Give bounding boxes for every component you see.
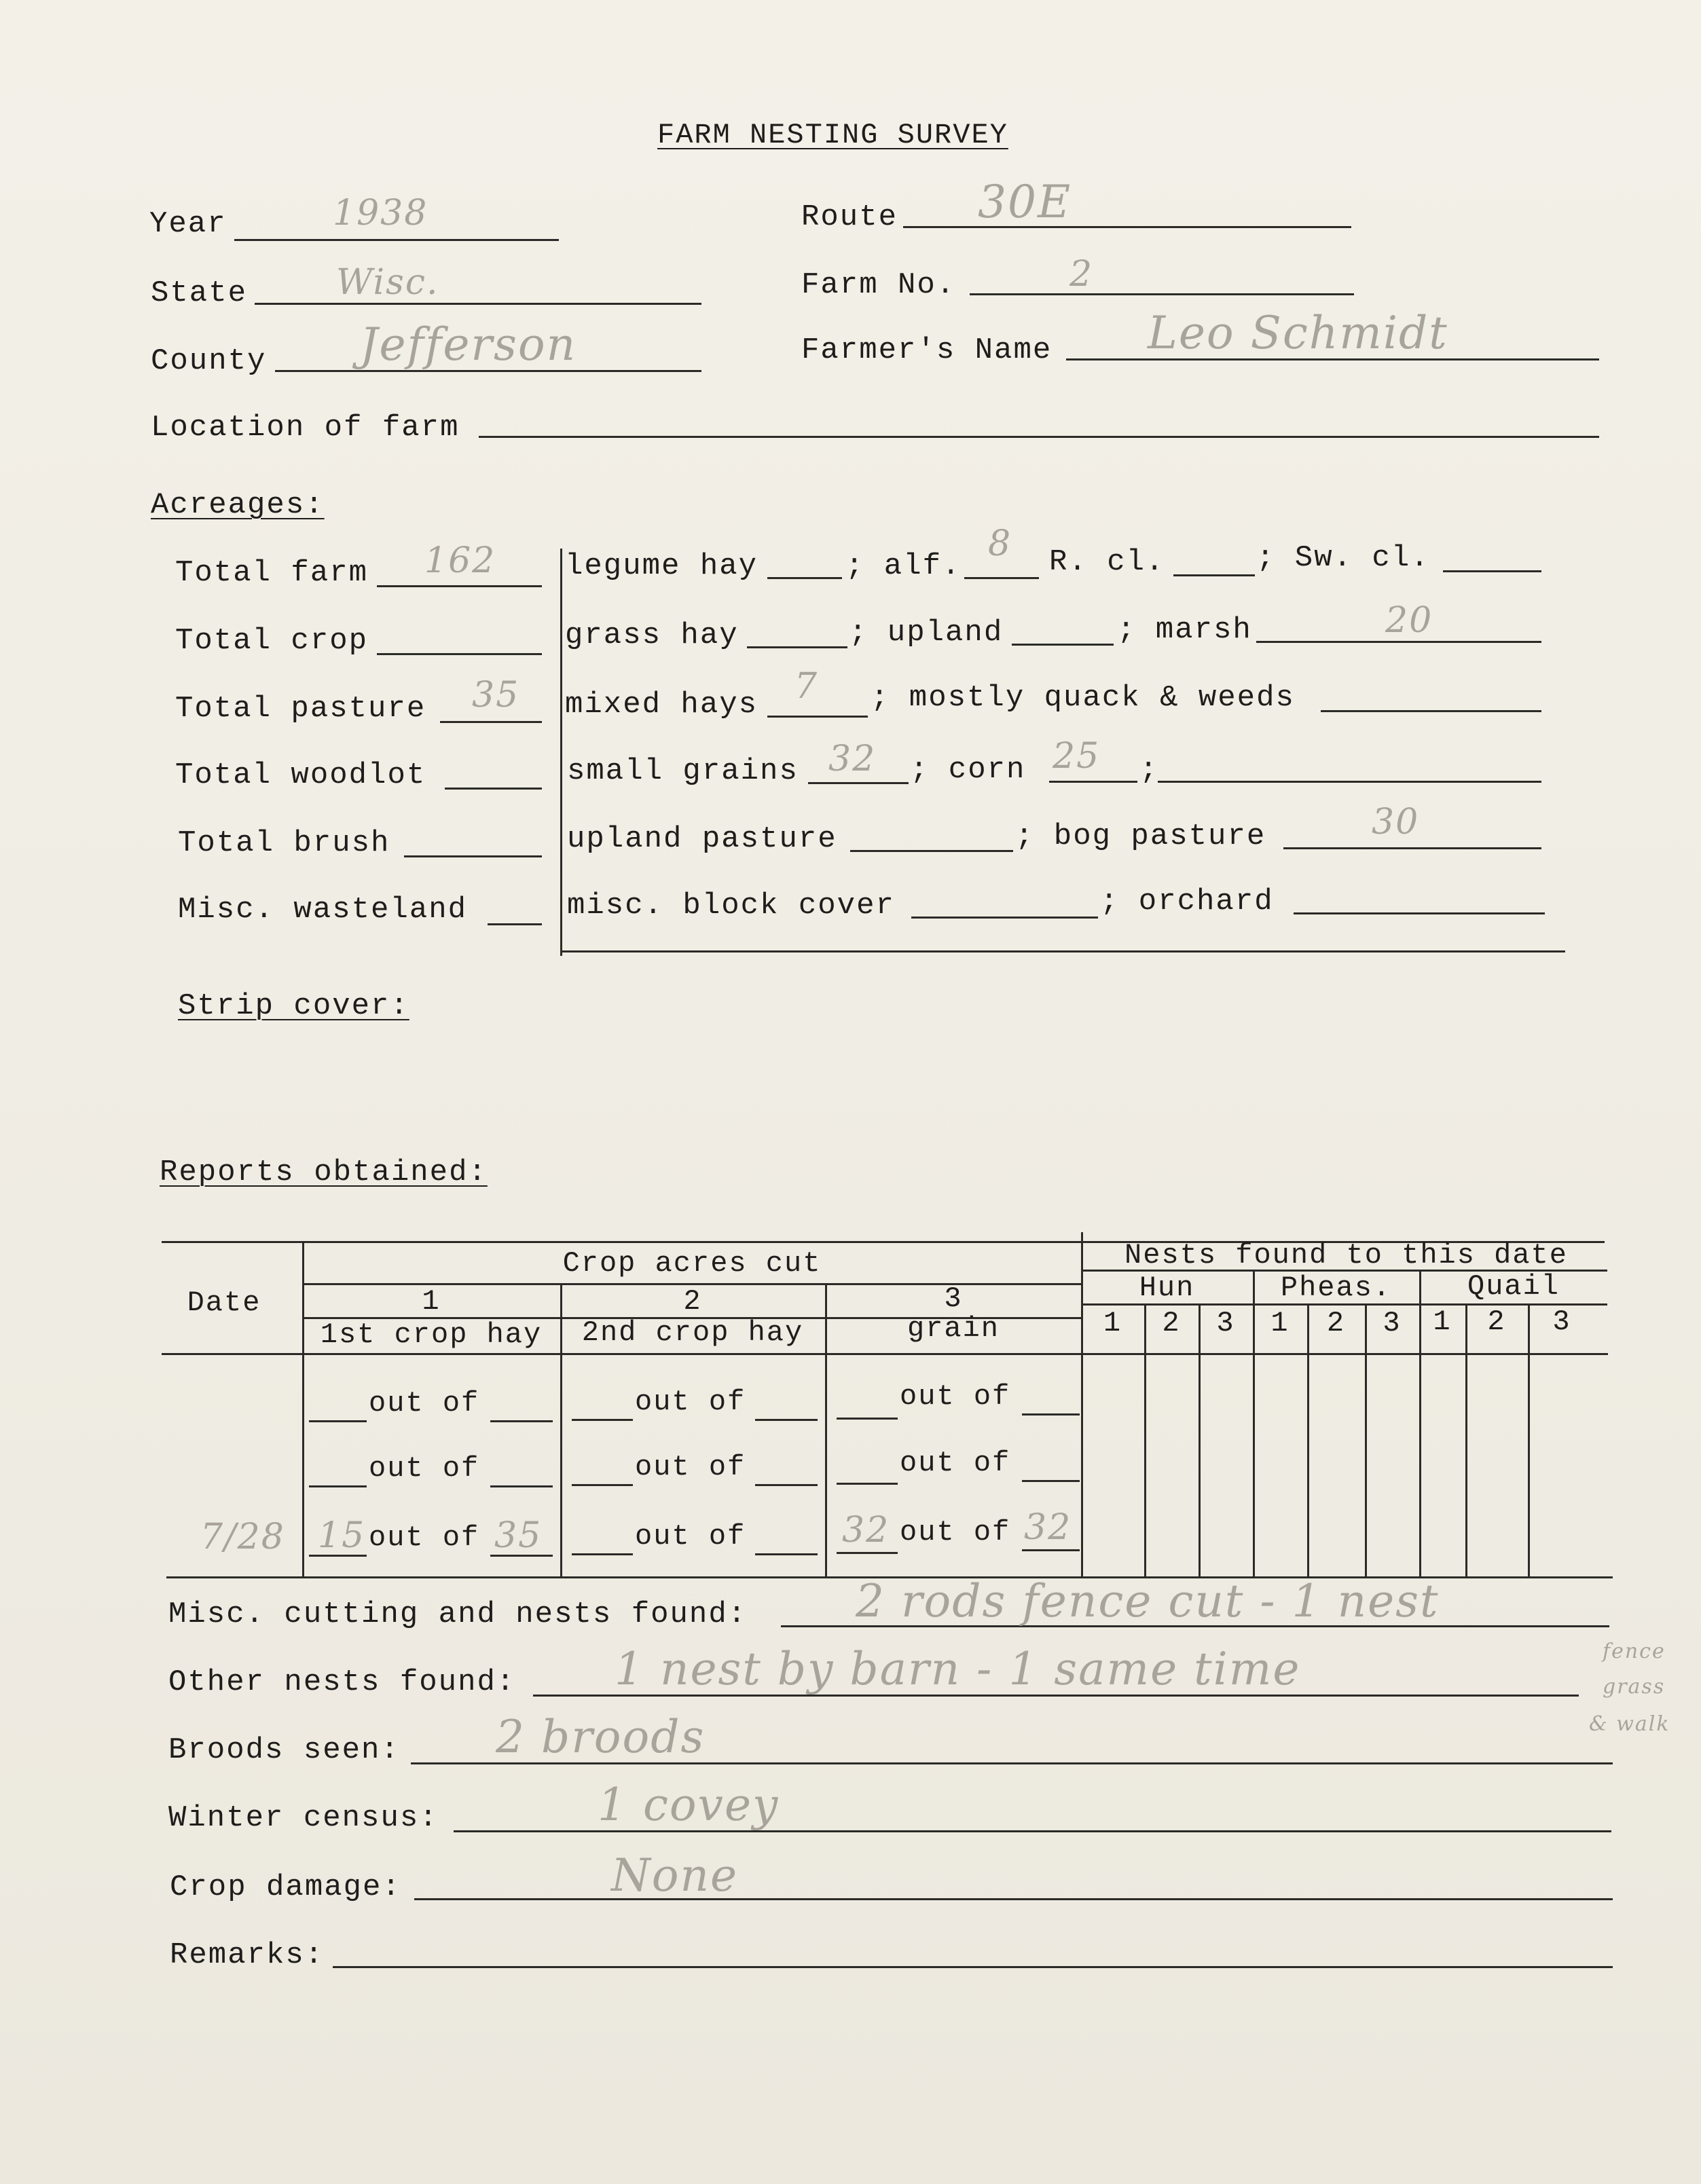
location-label: Location of farm <box>151 411 460 445</box>
quail-sub-3: 3 <box>1552 1306 1571 1338</box>
strip-cover-label: Strip cover: <box>178 989 409 1023</box>
pheas-header: Pheas. <box>1280 1272 1392 1304</box>
hun-sub-3: 3 <box>1216 1307 1235 1339</box>
upland-line <box>1012 644 1114 646</box>
r1-c3-blank-b <box>1022 1413 1080 1415</box>
total-brush-label: Total brush <box>178 826 390 860</box>
winter-census-label: Winter census: <box>168 1801 439 1835</box>
misc-cutting-value: 2 rods fence cut - 1 nest <box>856 1575 1440 1627</box>
r1-c1-outof: out of <box>369 1387 480 1420</box>
r1-c1-blank-a <box>309 1420 367 1422</box>
bog-pasture-value: 30 <box>1372 802 1420 843</box>
r1-c2-blank-a <box>572 1419 633 1421</box>
crop-col1-name: 1st crop hay <box>320 1318 543 1351</box>
total-farm-value: 162 <box>424 540 496 581</box>
route-value: 30E <box>978 176 1072 228</box>
total-woodlot-label: Total woodlot <box>175 758 426 792</box>
r3-c1-value-b: 35 <box>494 1515 543 1556</box>
quail-sub-1: 1 <box>1433 1306 1452 1338</box>
upland-pasture-line <box>850 850 1013 852</box>
other-nests-margin-3: & walk <box>1589 1712 1670 1736</box>
broods-label: Broods seen: <box>168 1733 400 1767</box>
total-pasture-value: 35 <box>472 675 520 716</box>
nests-sub-divider-1 <box>1144 1303 1146 1576</box>
orchard-line <box>1294 912 1545 914</box>
page-title: FARM NESTING SURVEY <box>657 119 1008 151</box>
r2-c3-outof: out of <box>900 1447 1011 1479</box>
alf-value: 8 <box>988 523 1012 564</box>
corn-semicolon: ; <box>1139 753 1159 787</box>
quail-sub-2: 2 <box>1487 1306 1506 1338</box>
r1-c2-outof: out of <box>635 1386 746 1418</box>
bog-pasture-line <box>1283 847 1541 849</box>
r3-c3-blank-a <box>837 1552 898 1554</box>
county-label: County <box>151 344 267 378</box>
r3-c3-blank-b <box>1022 1549 1080 1551</box>
sw-cl-label: ; Sw. cl. <box>1256 541 1430 575</box>
r2-c3-blank-a <box>837 1483 898 1485</box>
nests-sub-divider-4 <box>1307 1303 1309 1576</box>
reports-label: Reports obtained: <box>160 1155 488 1189</box>
total-pasture-label: Total pasture <box>175 692 426 726</box>
nests-sub-divider-7 <box>1465 1303 1467 1576</box>
farmer-value: Leo Schmidt <box>1148 307 1448 359</box>
state-label: State <box>151 276 248 310</box>
r3-c3-outof: out of <box>900 1516 1011 1549</box>
grass-hay-label: grass hay <box>565 618 739 652</box>
mixed-hays-label: mixed hays <box>565 688 758 722</box>
total-farm-label: Total farm <box>175 556 369 590</box>
small-grains-value: 32 <box>828 739 877 779</box>
r3-c2-outof: out of <box>635 1520 746 1553</box>
state-value: Wisc. <box>336 262 439 303</box>
upland-label: ; upland <box>849 616 1004 650</box>
r2-c2-blank-b <box>755 1484 818 1486</box>
grass-hay-line <box>747 646 847 648</box>
pheas-sub-2: 2 <box>1326 1307 1346 1339</box>
r3-date: 7/28 <box>200 1517 285 1557</box>
upland-pasture-label: upland pasture <box>567 822 837 856</box>
marsh-value: 20 <box>1385 600 1433 641</box>
r2-c1-outof: out of <box>369 1452 480 1485</box>
corn-label: ; corn <box>910 753 1026 787</box>
acreages-divider <box>560 549 562 956</box>
r3-c2-blank-a <box>572 1553 633 1555</box>
bog-pasture-label: ; bog pasture <box>1015 819 1266 853</box>
legume-hay-line <box>767 577 842 579</box>
county-value: Jefferson <box>360 318 577 371</box>
small-grains-label: small grains <box>567 754 799 788</box>
other-nests-margin-2: grass <box>1603 1675 1666 1699</box>
broods-value: 2 broods <box>496 1711 706 1763</box>
year-value: 1938 <box>333 193 428 234</box>
total-pasture-line <box>440 721 542 723</box>
total-farm-line <box>377 585 542 587</box>
r3-c2-blank-b <box>755 1553 818 1555</box>
hun-header: Hun <box>1139 1272 1195 1304</box>
small-grains-line <box>808 782 909 784</box>
winter-census-value: 1 covey <box>598 1779 780 1831</box>
farmer-label: Farmer's Name <box>801 333 1053 367</box>
r3-c1-outof: out of <box>369 1521 480 1554</box>
other-nests-value: 1 nest by barn - 1 same time <box>615 1643 1301 1695</box>
r3-c1-value-a: 15 <box>318 1515 366 1556</box>
r1-c2-blank-b <box>755 1419 818 1421</box>
year-line <box>234 239 559 241</box>
r3-c3-value-a: 32 <box>842 1510 890 1551</box>
orchard-label: ; orchard <box>1100 885 1274 919</box>
other-nests-margin-1: fence <box>1603 1640 1666 1663</box>
misc-block-line <box>911 917 1098 919</box>
r1-c1-blank-b <box>490 1420 553 1422</box>
corn-extra-line <box>1158 781 1541 783</box>
r1-c3-blank-a <box>837 1418 898 1420</box>
route-line <box>903 226 1351 228</box>
r2-c2-outof: out of <box>635 1451 746 1483</box>
quail-header: Quail <box>1467 1270 1560 1303</box>
farm-no-value: 2 <box>1069 254 1094 295</box>
crop-damage-value: None <box>611 1849 739 1902</box>
r-cl-label: R. cl. <box>1049 545 1165 579</box>
total-brush-line <box>404 855 542 857</box>
farm-no-label: Farm No. <box>801 268 956 302</box>
r2-c1-blank-a <box>309 1485 367 1487</box>
other-nests-label: Other nests found: <box>168 1665 516 1699</box>
r2-c3-blank-b <box>1022 1480 1080 1482</box>
r1-c3-outof: out of <box>900 1380 1011 1413</box>
misc-block-label: misc. block cover <box>567 889 895 923</box>
alf-line <box>964 577 1039 579</box>
sw-cl-line <box>1443 570 1541 572</box>
mostly-line <box>1321 710 1541 712</box>
hun-sub-1: 1 <box>1103 1307 1122 1339</box>
marsh-line <box>1256 641 1541 643</box>
table-header-rule <box>162 1353 1608 1355</box>
location-line <box>479 436 1599 438</box>
total-woodlot-line <box>445 788 542 790</box>
nests-sub-divider-8 <box>1528 1303 1530 1576</box>
mostly-label: ; mostly quack & weeds <box>871 681 1295 715</box>
r2-c2-blank-a <box>572 1484 633 1486</box>
date-header: Date <box>187 1287 261 1319</box>
marsh-label: ; marsh <box>1117 613 1252 647</box>
corn-line <box>1049 781 1137 783</box>
mixed-hays-value: 7 <box>794 666 819 707</box>
state-line <box>255 303 701 305</box>
acreages-heading: Acreages: <box>151 488 325 522</box>
r-cl-line <box>1173 574 1255 576</box>
hun-sub-2: 2 <box>1162 1307 1181 1339</box>
misc-cutting-label: Misc. cutting and nests found: <box>168 1597 748 1631</box>
remarks-line <box>333 1966 1613 1968</box>
misc-wasteland-line <box>488 923 542 925</box>
pheas-sub-1: 1 <box>1270 1307 1290 1339</box>
r3-c3-value-b: 32 <box>1024 1507 1072 1548</box>
crop-col1-num: 1 <box>422 1285 441 1318</box>
pheas-sub-3: 3 <box>1383 1307 1402 1339</box>
crop-col3-num: 3 <box>944 1282 963 1315</box>
crop-col2-name: 2nd crop hay <box>581 1316 804 1349</box>
corn-value: 25 <box>1053 736 1101 777</box>
r2-c1-blank-b <box>490 1485 553 1487</box>
nests-sub-divider-2 <box>1199 1303 1201 1576</box>
total-crop-label: Total crop <box>175 624 369 658</box>
alf-label: ; alf. <box>845 549 962 583</box>
crop-damage-line <box>414 1898 1613 1900</box>
crop-col3-name: grain <box>907 1312 1000 1345</box>
crop-header: Crop acres cut <box>562 1247 822 1280</box>
nests-sub-divider-5 <box>1365 1303 1367 1576</box>
nests-header: Nests found to this date <box>1124 1239 1568 1272</box>
mixed-hays-line <box>767 716 868 718</box>
crop-col2-num: 2 <box>683 1285 702 1318</box>
year-label: Year <box>149 207 227 241</box>
remarks-label: Remarks: <box>170 1938 325 1972</box>
total-crop-line <box>377 653 542 655</box>
route-label: Route <box>801 200 898 234</box>
farm-no-line <box>970 293 1354 295</box>
misc-wasteland-label: Misc. wasteland <box>178 893 468 927</box>
acreages-bottom-rule <box>560 950 1565 952</box>
legume-hay-label: legume hay <box>565 549 758 583</box>
crop-damage-label: Crop damage: <box>170 1870 401 1904</box>
